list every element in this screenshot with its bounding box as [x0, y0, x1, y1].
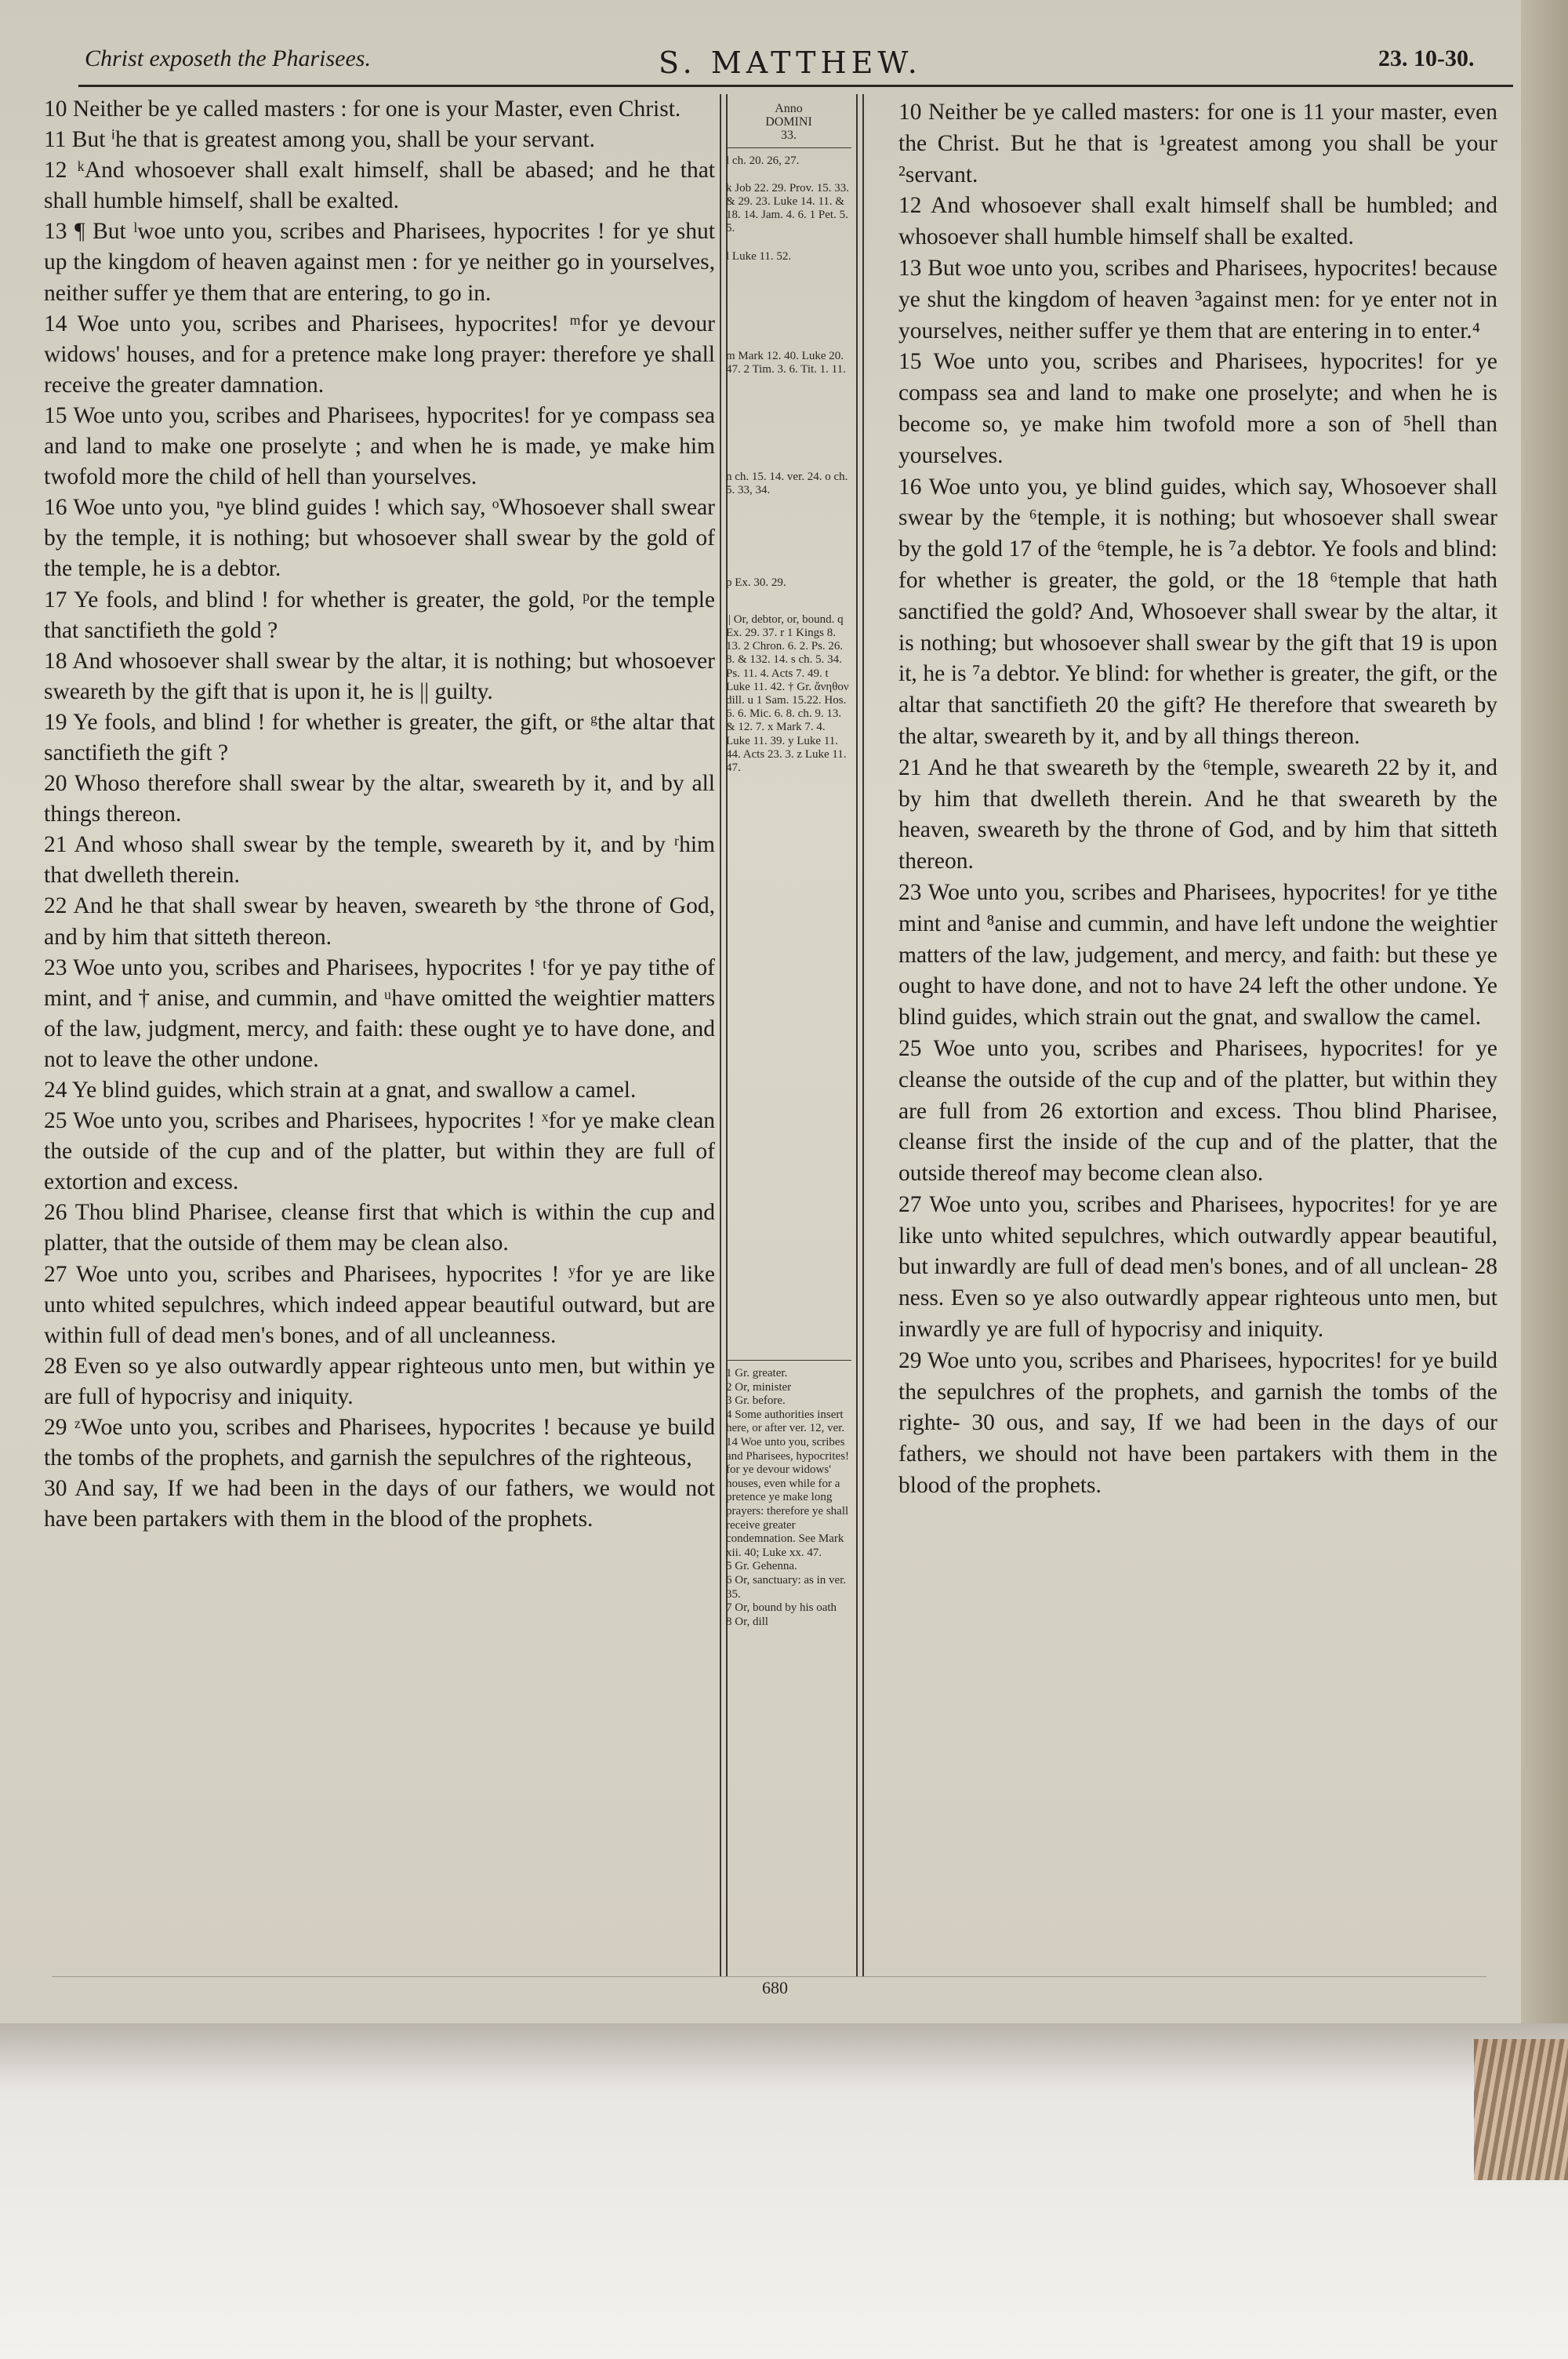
verse: 18 And whosoever shall swear by the altar, it is nothing; but whosoever sweareth by the gift that is upon it, he is || guilty. — [44, 648, 715, 704]
verse: 22 And he that shall swear by heaven, sweareth by ˢthe throne of God, and by him that sitteth thereon. — [44, 893, 715, 950]
footnote: 7 Or, bound by his oath — [726, 1601, 837, 1615]
verse: 11 But ⁱhe that is greatest among you, shall be your servant. — [44, 127, 596, 153]
footnote: 8 Or, dill — [726, 1615, 768, 1628]
verse: 27 Woe unto you, scribes and Pharisees, hypocrites! for ye are like unto whited sepulchres, which outwardly appear beautiful, but inwardly are full of dead men's bones, and of all unclean- 28 ness. Even so ye also outwardly appear righteous unto men, but inwardly ye are full of hypocrisy and iniquity. — [898, 1191, 1497, 1343]
verse: 28 Even so ye also outwardly appear righteous unto men, but within ye are full of hypocrisy and iniquity. — [44, 1353, 715, 1409]
verse: 14 Woe unto you, scribes and Pharisees, hypocrites! ᵐfor ye devour widows' houses, and for a pretence make long prayer: therefore ye shall receive the greater damnation. — [44, 311, 715, 398]
column-rule — [720, 94, 721, 1976]
domini-label: DOMINI — [765, 115, 812, 129]
verse: 29 ᶻWoe unto you, scribes and Pharisees, hypocrites ! because ye build the tombs of the prophets, and garnish the sepulchres of the righteous, — [44, 1415, 715, 1471]
revised-version-notes — [726, 1360, 851, 1629]
verse: 26 Thou blind Pharisee, cleanse first that which is within the cup and platter, that the outside of them may be clean also. — [44, 1200, 715, 1256]
verse: 13 But woe unto you, scribes and Pharisees, hypocrites! because ye shut the kingdom of heaven ³against men: for ye enter not in yourselves, neither suffer ye them that are entering in to enter.⁴ — [898, 255, 1497, 343]
verse: 10 Neither be ye called masters : for one is your Master, even Christ. — [44, 96, 681, 122]
footnote: 2 Or, minister — [726, 1380, 792, 1394]
verse: 15 Woe unto you, scribes and Pharisees, hypocrites! for ye compass sea and land to make one proselyte; and when he is become so, ye make him twofold more a son of ⁵hell than yourselves. — [898, 349, 1497, 468]
footnote: 6 Or, sanctuary: as in ver. 35. — [726, 1573, 847, 1601]
verse: 16 Woe unto you, ye blind guides, which say, Whosoever shall swear by the ⁶temple, it is nothing; but whosoever shall swear by the gold 17 of the ⁶temple, he is ⁷a debtor. Ye fools and blind: for whether is greater, the gold, or the 18 ⁶temple that hath sanctified the gold? And, Whosoever shall swear by the altar, it is nothing; but whosoever shall swear by the gift that 19 is upon it, he is ⁷a debtor. Ye blind: for whether is greater, the gift, or the altar that sanctifieth 20 the gift? He therefore that sweareth by the altar, sweareth by it, and by all things thereon. — [898, 474, 1497, 749]
verse: 25 Woe unto you, scribes and Pharisees, hypocrites ! ˣfor ye make clean the outside of the cup and of the platter, but within they are full of extortion and excess. — [44, 1108, 715, 1195]
cross-reference: l Luke 11. 52. — [726, 249, 792, 263]
cross-reference-margin — [726, 102, 851, 789]
verse: 19 Ye fools, and blind ! for whether is greater, the gift, or ᵍthe altar that sanctifieth the gift ? — [44, 709, 715, 765]
verse: 29 Woe unto you, scribes and Pharisees, hypocrites! for ye build the sepulchres of the prophets, and garnish the tombs of the righte- 30 ous, and say, If we had been in the days of our fathers, we should not have been partakers with them in the blood of the prophets. — [898, 1347, 1497, 1499]
header-rule — [78, 85, 1513, 87]
verse: 27 Woe unto you, scribes and Pharisees, hypocrites ! ʸfor ye are like unto whited sepulchres, which indeed appear beautiful outward, but are within full of dead men's bones, and of all uncleanness. — [44, 1261, 715, 1348]
verse: 16 Woe unto you, ⁿye blind guides ! which say, ᵒWhosoever shall swear by the temple, it is nothing; but whosoever shall swear by the gold of the temple, he is a debtor. — [44, 495, 715, 582]
page-number: 680 — [762, 1978, 788, 1997]
verse: 21 And he that sweareth by the ⁶temple, sweareth 22 by it, and by him that dwelleth therein. And he that sweareth by the heaven, sweareth by the throne of God, and by him that sitteth thereon. — [898, 754, 1497, 874]
footnote: 4 Some authorities insert here, or after ver. 12, ver. 14 Woe unto you, scribes and Pharisees, hypocrites! for ye devour widows' houses, even while for a pretence ye make long prayers: therefore ye shall receive greater condemnation. See Mark xii. 40; Luke xx. 47. — [726, 1408, 850, 1559]
anno-label: Anno — [775, 102, 803, 115]
verse: 10 Neither be ye called masters: for one is 11 your master, even the Christ. But he that is ¹greatest among you shall be your ²servant. — [898, 100, 1497, 187]
cross-reference: m Mark 12. 40. Luke 20. 47. 2 Tim. 3. 6. Tit. 1. 11. — [726, 349, 846, 376]
verse: 12 ᵏAnd whosoever shall exalt himself, shall be abased; and he that shall humble himself, shall be exalted. — [44, 158, 715, 214]
column-rule — [862, 94, 864, 1976]
kjv-column — [44, 94, 715, 1535]
column-rule — [856, 94, 858, 1976]
footnote: 5 Gr. Gehenna. — [726, 1560, 797, 1573]
cross-reference: l ch. 20. 26, 27. — [726, 154, 800, 167]
cross-reference: || Or, debtor, or, bound. q Ex. 29. 37. r 1 Kings 8. 13. 2 Chron. 6. 2. Ps. 26. 8. & 132. 14. s ch. 5. 34. Ps. 11. 4. Acts 7. 49. t Luke 11. 42. † Gr. ἄνηθον dill. u 1 Sam. 15.22. Hos. 6. 6. Mic. 6. 8. ch. 9. 13. & 12. 7. x Mark 7. 4. Luke 11. 39. y Luke 11. 44. Acts 23. 3. z Luke 11. 47. — [726, 612, 849, 775]
cross-reference: k Job 22. 29. Prov. 15. 33. & 29. 23. Luke 14. 11. & 18. 14. Jam. 4. 6. 1 Pet. 5. 5. — [726, 181, 849, 235]
next-page-edge — [1521, 0, 1568, 2023]
verse: 20 Whoso therefore shall swear by the altar, sweareth by it, and by all things thereon. — [44, 771, 715, 827]
verse: 13 ¶ But ˡwoe unto you, scribes and Pharisees, hypocrites ! for ye shut up the kingdom of heaven against men : for ye neither go in yourselves, neither suffer ye them that are entering, to go in. — [44, 219, 715, 306]
cross-reference: p Ex. 30. 29. — [726, 576, 786, 589]
verse: 21 And whoso shall swear by the temple, sweareth by it, and by ʳhim that dwelleth therein. — [44, 832, 715, 889]
verse: 23 Woe unto you, scribes and Pharisees, hypocrites ! ᵗfor ye pay tithe of mint, and † anise, and cummin, and ᵘhave omitted the weightier matters of the law, judgment, mercy, and faith: these ought ye to have done, and not to leave the other undone. — [44, 954, 715, 1072]
footnote: 1 Gr. greater. — [726, 1367, 788, 1379]
footnote: 3 Gr. before. — [726, 1394, 786, 1408]
year-label: 33. — [781, 129, 797, 143]
verse: 15 Woe unto you, scribes and Pharisees, hypocrites! for ye compass sea and land to make one proselyte ; and when he is made, ye make him twofold more the child of hell than yourselves. — [44, 402, 715, 490]
cross-reference: n ch. 15. 14. ver. 24. o ch. 5. 33, 34. — [726, 471, 848, 497]
anno-domini-date — [726, 102, 851, 148]
running-head-chapter-verses: 23. 10-30. — [1378, 45, 1475, 71]
verse: 17 Ye fools, and blind ! for whether is greater, the gold, ᵖor the temple that sanctifieth the gold ? — [44, 587, 715, 643]
verse: 30 And say, If we had been in the days of our fathers, we would not have been partakers with them in the blood of the prophets. — [44, 1476, 715, 1532]
running-head-left: Christ exposeth the Pharisees. — [85, 45, 371, 71]
verse: 25 Woe unto you, scribes and Pharisees, hypocrites! for ye cleanse the outside of the cup and of the platter, but within they are full from 26 extortion and excess. Thou blind Pharisee, cleanse first the inside of the cup and of the platter, that the outside thereof may become clean also. — [898, 1035, 1497, 1187]
bottom-rule — [52, 1976, 1486, 1977]
revised-version-column — [892, 97, 1497, 1502]
bookmark-ribbon — [1474, 2039, 1568, 2180]
verse: 12 And whosoever shall exalt himself shall be humbled; and whosoever shall humble himself shall be exalted. — [898, 193, 1497, 250]
verse: 24 Ye blind guides, which strain at a gnat, and swallow a camel. — [44, 1078, 637, 1103]
running-head-book: S. MATTHEW. — [659, 45, 922, 80]
verse: 23 Woe unto you, scribes and Pharisees, hypocrites! for ye tithe mint and ⁸anise and cummin, and have left undone the weightier matters of the law, judgement, and mercy, and faith: but these ye ought to have done, and not to have 24 left the other undone. Ye blind guides, which strain out the gnat, and swallow the camel. — [898, 879, 1497, 1030]
table-surface — [0, 2023, 1568, 2359]
